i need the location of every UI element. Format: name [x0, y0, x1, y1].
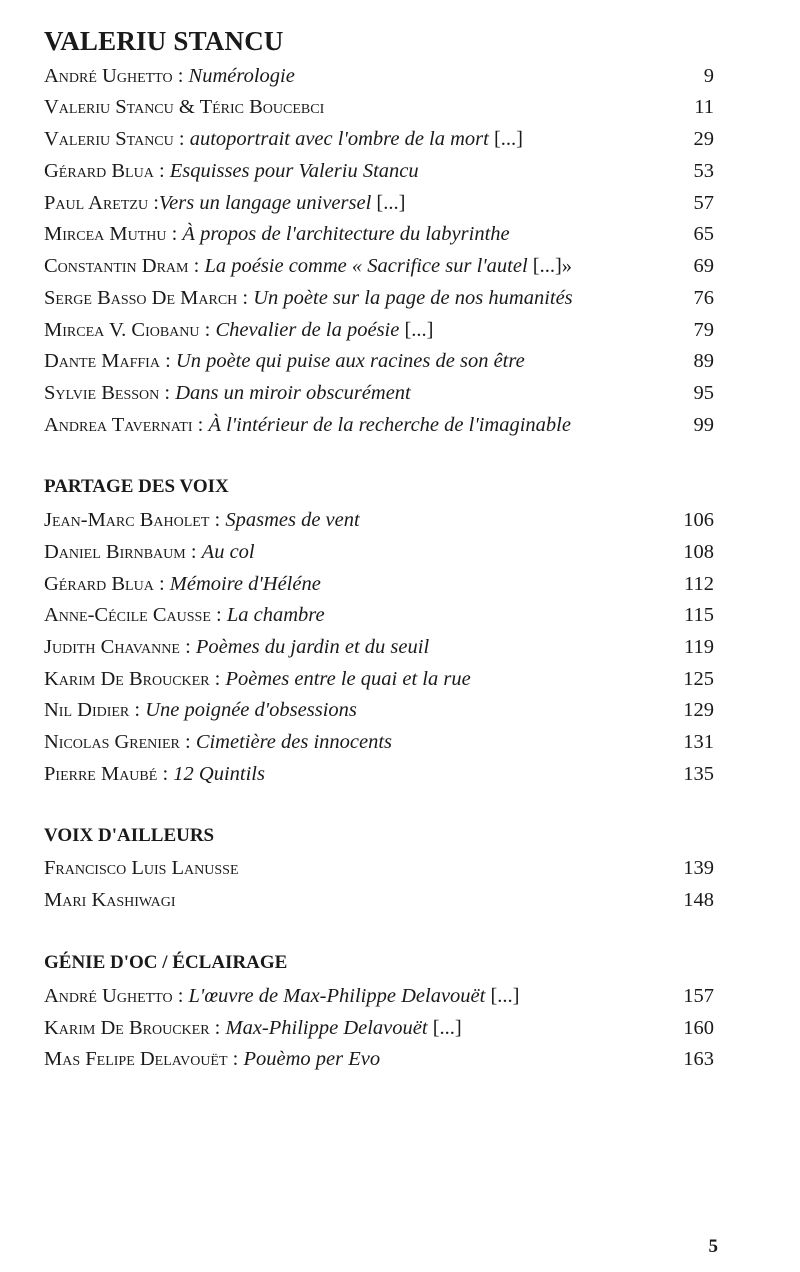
entry-separator: : — [157, 763, 174, 785]
entry-separator: : — [129, 699, 146, 721]
entry-author: Judith Chavanne — [44, 636, 180, 658]
toc-entry — [44, 315, 714, 346]
entry-work-title: La poésie comme « Sacrifice sur l'autel — [204, 255, 528, 277]
entry-author: Daniel Birnbaum — [44, 541, 186, 563]
entry-separator: : — [185, 541, 202, 563]
entry-work-title: 12 Quintils — [173, 763, 265, 785]
entry-author: Valeriu Stancu — [44, 128, 174, 150]
entry-separator: : — [210, 604, 227, 626]
entry-work-title: Spasmes de vent — [225, 509, 360, 531]
toc-entry — [44, 537, 714, 568]
toc-entry — [44, 188, 714, 219]
toc-entry — [44, 346, 714, 377]
entry-ellipsis: [...]» — [527, 255, 573, 277]
entry-page-number: 11 — [694, 96, 714, 118]
entry-work-title: Cimetière des innocents — [195, 731, 393, 753]
entry-work-title: À l'intérieur de la recherche de l'imaginable — [208, 414, 571, 436]
entry-work-title: Vers un langage universel — [158, 192, 372, 214]
entry-page-number: 163 — [683, 1048, 714, 1070]
entry-page-number: 131 — [683, 731, 714, 753]
toc-entry — [44, 759, 714, 790]
toc-entry — [44, 1013, 714, 1044]
entry-author: Andrea Tavernati — [44, 414, 193, 436]
entry-ellipsis: [...] — [371, 192, 406, 214]
toc-entry — [44, 695, 714, 726]
entry-work-title: Mémoire d'Héléne — [169, 573, 321, 595]
entry-author: Mircea V. Ciobanu — [44, 319, 200, 341]
entry-author: Nil Didier — [44, 699, 130, 721]
toc-entry — [44, 1044, 714, 1075]
toc-entry — [44, 124, 714, 155]
entry-page-number: 99 — [693, 414, 714, 436]
toc-entry — [44, 251, 714, 282]
entry-separator: : — [209, 509, 226, 531]
toc-entry — [44, 219, 714, 250]
entry-work-title: Au col — [201, 541, 255, 563]
entry-work-title: Une poignée d'obsessions — [145, 699, 357, 721]
entry-author: Mas Felipe Delavouët — [44, 1048, 228, 1070]
entry-author: Gérard Blua — [44, 160, 154, 182]
toc-entry — [44, 378, 714, 409]
entry-page-number: 9 — [703, 65, 714, 87]
entry-separator: : — [179, 731, 196, 753]
entry-page-number: 76 — [693, 287, 714, 309]
entry-page-number: 157 — [683, 985, 714, 1007]
entry-author: Serge Basso De March — [44, 287, 238, 309]
toc-entry — [44, 156, 714, 187]
entry-author: Valeriu Stancu & Téric Boucebci — [44, 96, 325, 118]
entry-author: Dante Maffia — [44, 350, 160, 372]
entry-page-number: 129 — [683, 699, 714, 721]
entry-work-title: Un poète sur la page de nos humanités — [253, 287, 573, 309]
toc-entry — [44, 664, 714, 695]
toc-entry — [44, 569, 714, 600]
toc-entry — [44, 632, 714, 663]
entry-author: Constantin Dram — [44, 255, 189, 277]
entry-work-title: L'œuvre de Max-Philippe Delavouët — [188, 985, 486, 1007]
toc-entry — [44, 505, 714, 536]
entry-separator: : — [159, 350, 176, 372]
entry-author: Sylvie Besson — [44, 382, 160, 404]
toc-entry — [44, 61, 714, 92]
entry-author: Francisco Luis Lanusse — [44, 857, 239, 879]
page-number: 5 — [708, 1236, 718, 1257]
toc-entry — [44, 92, 714, 123]
entry-page-number: 53 — [693, 160, 714, 182]
entry-work-title: Poèmes entre le quai et la rue — [225, 668, 471, 690]
entry-page-number: 139 — [683, 857, 714, 879]
entry-separator: : — [172, 65, 189, 87]
entry-separator: : — [199, 319, 216, 341]
entry-separator: : — [188, 255, 205, 277]
toc-entry — [44, 410, 714, 441]
entry-work-title: Pouèmo per Evo — [243, 1048, 381, 1070]
entry-work-title: Esquisses pour Valeriu Stancu — [169, 160, 419, 182]
section-title: VALERIU STANCU — [44, 26, 284, 56]
entry-page-number: 89 — [693, 350, 714, 372]
entry-ellipsis: [...] — [399, 319, 434, 341]
entry-author: Nicolas Grenier — [44, 731, 180, 753]
entry-page-number: 69 — [693, 255, 714, 277]
entry-author: Karim De Broucker — [44, 668, 210, 690]
entry-author: Karim De Broucker — [44, 1017, 210, 1039]
toc-entry — [44, 727, 714, 758]
section-title: PARTAGE DES VOIX — [44, 476, 229, 497]
entry-separator: : — [209, 668, 226, 690]
entry-page-number: 57 — [693, 192, 714, 214]
entry-author: Gérard Blua — [44, 573, 154, 595]
entry-page-number: 65 — [693, 223, 714, 245]
entry-ellipsis: [...] — [485, 985, 520, 1007]
entry-page-number: 125 — [683, 668, 714, 690]
entry-author: Pierre Maubé — [44, 763, 158, 785]
entry-separator: : — [209, 1017, 226, 1039]
entry-page-number: 106 — [683, 509, 714, 531]
entry-separator: : — [237, 287, 254, 309]
entry-page-number: 79 — [693, 319, 714, 341]
entry-work-title: La chambre — [226, 604, 325, 626]
entry-separator: : — [153, 160, 170, 182]
entry-author: Anne-Cécile Causse — [44, 604, 211, 626]
entry-author: André Ughetto — [44, 65, 173, 87]
entry-author: Paul Aretzu — [44, 192, 149, 214]
entry-separator: : — [173, 128, 190, 150]
entry-page-number: 160 — [683, 1017, 714, 1039]
entry-ellipsis: [...] — [427, 1017, 462, 1039]
toc-entry — [44, 885, 714, 916]
entry-work-title: Chevalier de la poésie — [215, 319, 400, 341]
entry-separator: : — [172, 985, 189, 1007]
entry-page-number: 29 — [693, 128, 714, 150]
entry-author: Mari Kashiwagi — [44, 889, 176, 911]
entry-author: André Ughetto — [44, 985, 173, 1007]
entry-work-title: Numérologie — [188, 65, 295, 87]
entry-page-number: 112 — [684, 573, 714, 595]
entry-separator: : — [166, 223, 183, 245]
entry-author: Mircea Muthu — [44, 223, 167, 245]
entry-separator: : — [159, 382, 176, 404]
toc-entry — [44, 600, 714, 631]
entry-page-number: 148 — [683, 889, 714, 911]
toc-entry — [44, 981, 714, 1012]
entry-separator: : — [153, 573, 170, 595]
entry-ellipsis: [...] — [488, 128, 524, 150]
entry-author: Jean-Marc Baholet — [44, 509, 210, 531]
entry-page-number: 135 — [683, 763, 714, 785]
entry-separator: : — [179, 636, 196, 658]
toc-entry — [44, 853, 714, 884]
entry-work-title: À propos de l'architecture du labyrinthe — [182, 223, 510, 245]
entry-separator: : — [227, 1048, 244, 1070]
entry-work-title: autoportrait avec l'ombre de la mort — [189, 128, 489, 150]
section-title: GÉNIE D'OC / ÉCLAIRAGE — [44, 952, 288, 973]
toc-entry — [44, 283, 714, 314]
entry-page-number: 95 — [693, 382, 714, 404]
entry-work-title: Max-Philippe Delavouët — [225, 1017, 428, 1039]
entry-page-number: 119 — [684, 636, 714, 658]
entry-separator: : — [148, 192, 159, 214]
entry-separator: : — [192, 414, 209, 436]
entry-work-title: Un poète qui puise aux racines de son être — [175, 350, 525, 372]
entry-work-title: Poèmes du jardin et du seuil — [195, 636, 430, 658]
entry-page-number: 115 — [684, 604, 714, 626]
entry-page-number: 108 — [683, 541, 714, 563]
section-title: VOIX D'AILLEURS — [44, 825, 215, 846]
entry-work-title: Dans un miroir obscurément — [175, 382, 411, 404]
